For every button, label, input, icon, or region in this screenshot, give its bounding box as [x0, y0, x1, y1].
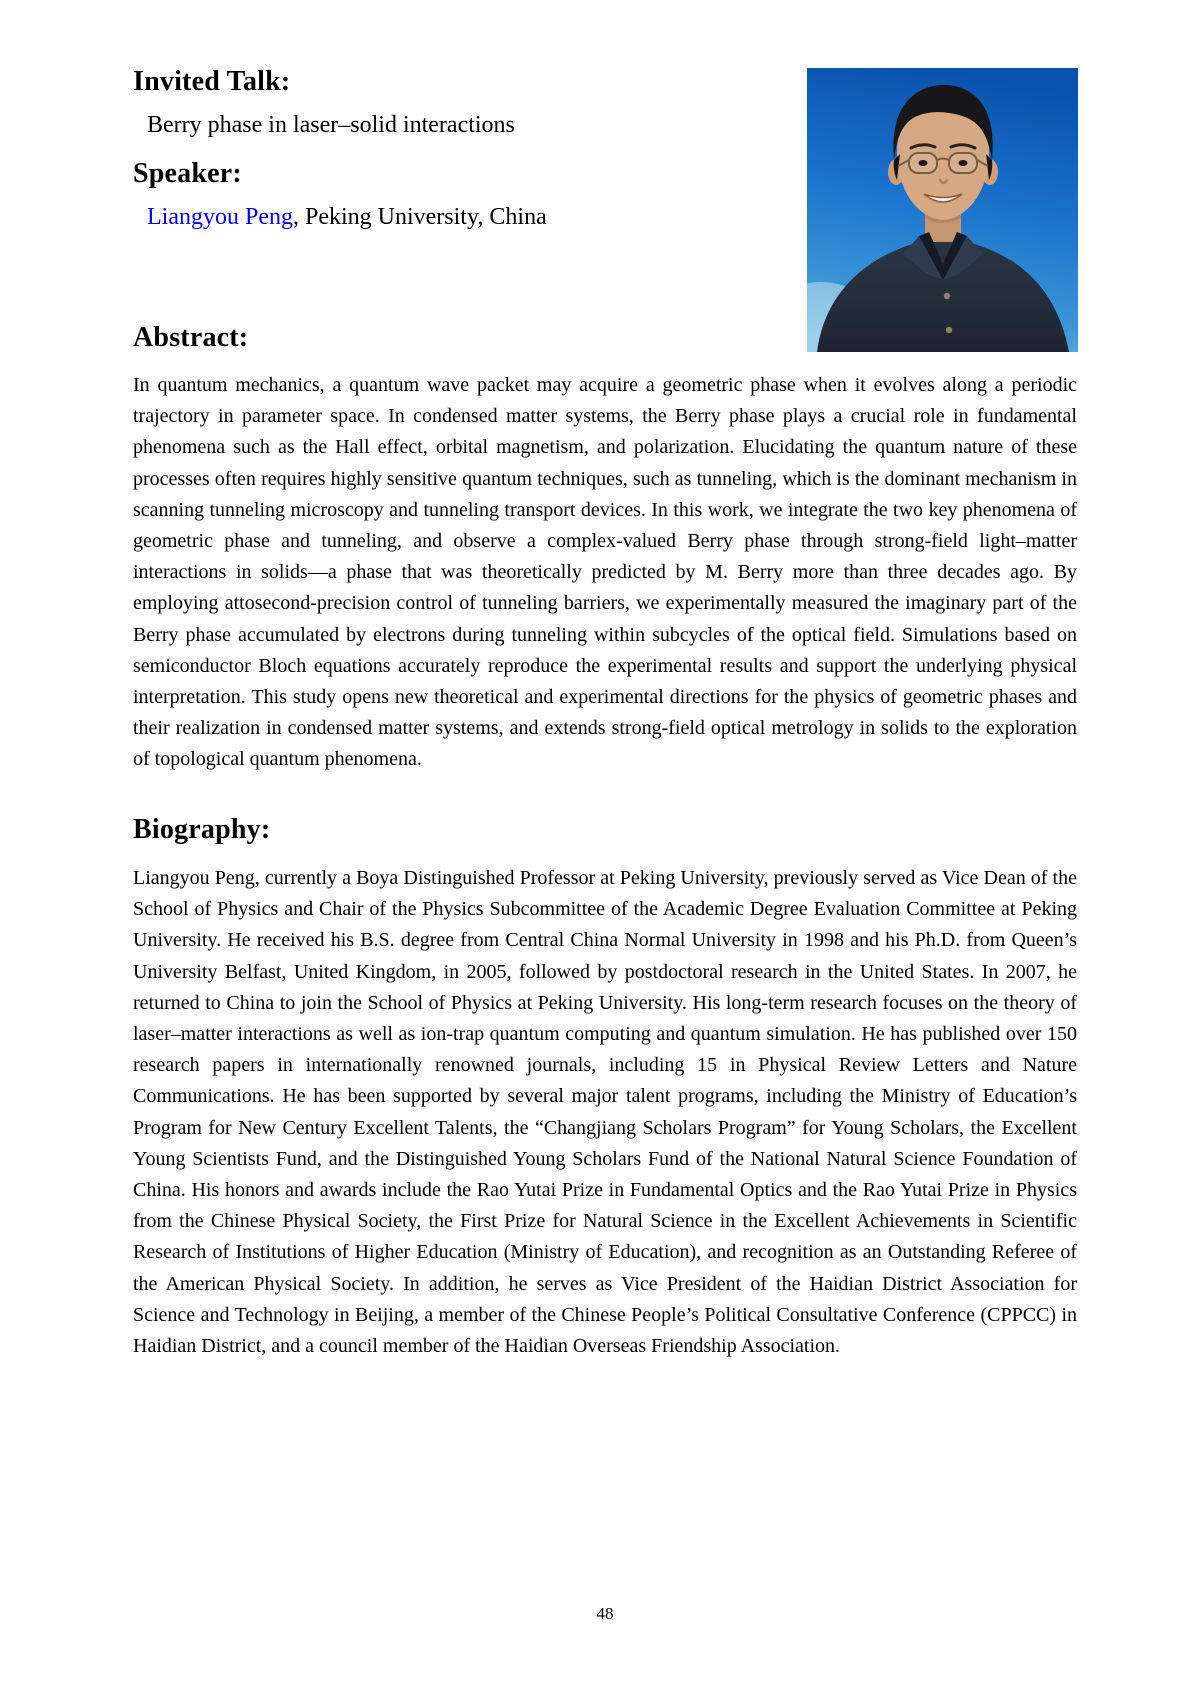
- portrait-eye: [919, 160, 928, 166]
- speaker-heading: Speaker:: [133, 158, 242, 189]
- talk-title: Berry phase in laser–solid interactions: [147, 112, 515, 138]
- portrait-eye: [959, 160, 968, 166]
- speaker-affiliation: , Peking University, China: [292, 204, 547, 230]
- speaker-photo: [807, 68, 1078, 352]
- abstract-paragraph: In quantum mechanics, a quantum wave packet may acquire a geometric phase when it evolves along a periodic trajectory in parameter space. In condensed matter systems, the Berry phase plays a crucial role in fundamental phenomena such as the Hall effect, orbital magnetism, and polarization. Elucidating the quantum nature of these processes often requires highly sensitive quantum techniques, such as tunneling, which is the dominant mechanism in scanning tunneling microscopy and tunneling transport devices. In this work, we integrate the two key phenomena of geometric phase and tunneling, and observe a complex-valued Berry phase through strong-field light–matter interactions in solids—a phase that was theoretically predicted by M. Berry more than three decades ago. By employing attosecond-precision control of tunneling barriers, we experimentally measured the imaginary part of the Berry phase accumulated by electrons during tunneling within subcycles of the optical field. Simulations based on semiconductor Bloch equations accurately reproduce the experimental results and support the underlying physical interpretation. This study opens new theoretical and experimental directions for the physics of geometric phases and their realization in condensed matter systems, and extends strong-field optical metrology in solids to the exploration of topological quantum phenomena.: [133, 374, 1077, 771]
- abstract-heading: Abstract:: [133, 322, 249, 353]
- invited-talk-heading: Invited Talk:: [133, 66, 291, 97]
- speaker-name-link[interactable]: Liangyou Peng: [147, 204, 293, 230]
- page-number: 48: [596, 1604, 614, 1623]
- shirt-button: [946, 327, 952, 333]
- biography-paragraph: Liangyou Peng, currently a Boya Distinguished Professor at Peking University, previously served as Vice Dean of the School of Physics and Chair of the Physics Subcommittee of the Academic Degree Evaluation Committee at Peking University. He received his B.S. degree from Central China Normal University in 1998 and his Ph.D. from Queen’s University Belfast, United Kingdom, in 2005, followed by postdoctoral research in the United States. In 2007, he returned to China to join the School of Physics at Peking University. His long-term research focuses on the theory of laser–matter interactions as well as ion-trap quantum computing and quantum simulation. He has published over 150 research papers in internationally renowned journals, including 15 in Physical Review Letters and Nature Communications. He has been supported by several major talent programs, including the Ministry of Education’s Program for New Century Excellent Talents, the “Changjiang Scholars Program” for Young Scholars, the Excellent Young Scientists Fund, and the Distinguished Young Scholars Fund of the National Natural Science Foundation of China. His honors and awards include the Rao Yutai Prize in Fundamental Optics and the Rao Yutai Prize in Physics from the Chinese Physical Society, the First Prize for Natural Science in the Excellent Achievements in Scientific Research of Institutions of Higher Education (Ministry of Education), and recognition as an Outstanding Referee of the American Physical Society. In addition, he serves as Vice President of the Haidian District Association for Science and Technology in Beijing, a member of the Chinese People’s Political Consultative Conference (CPPCC) in Haidian District, and a council member of the Haidian Overseas Friendship Association.: [133, 867, 1077, 1358]
- speaker-line: [147, 204, 547, 231]
- biography-heading: Biography:: [133, 814, 271, 845]
- shirt-button: [944, 293, 950, 299]
